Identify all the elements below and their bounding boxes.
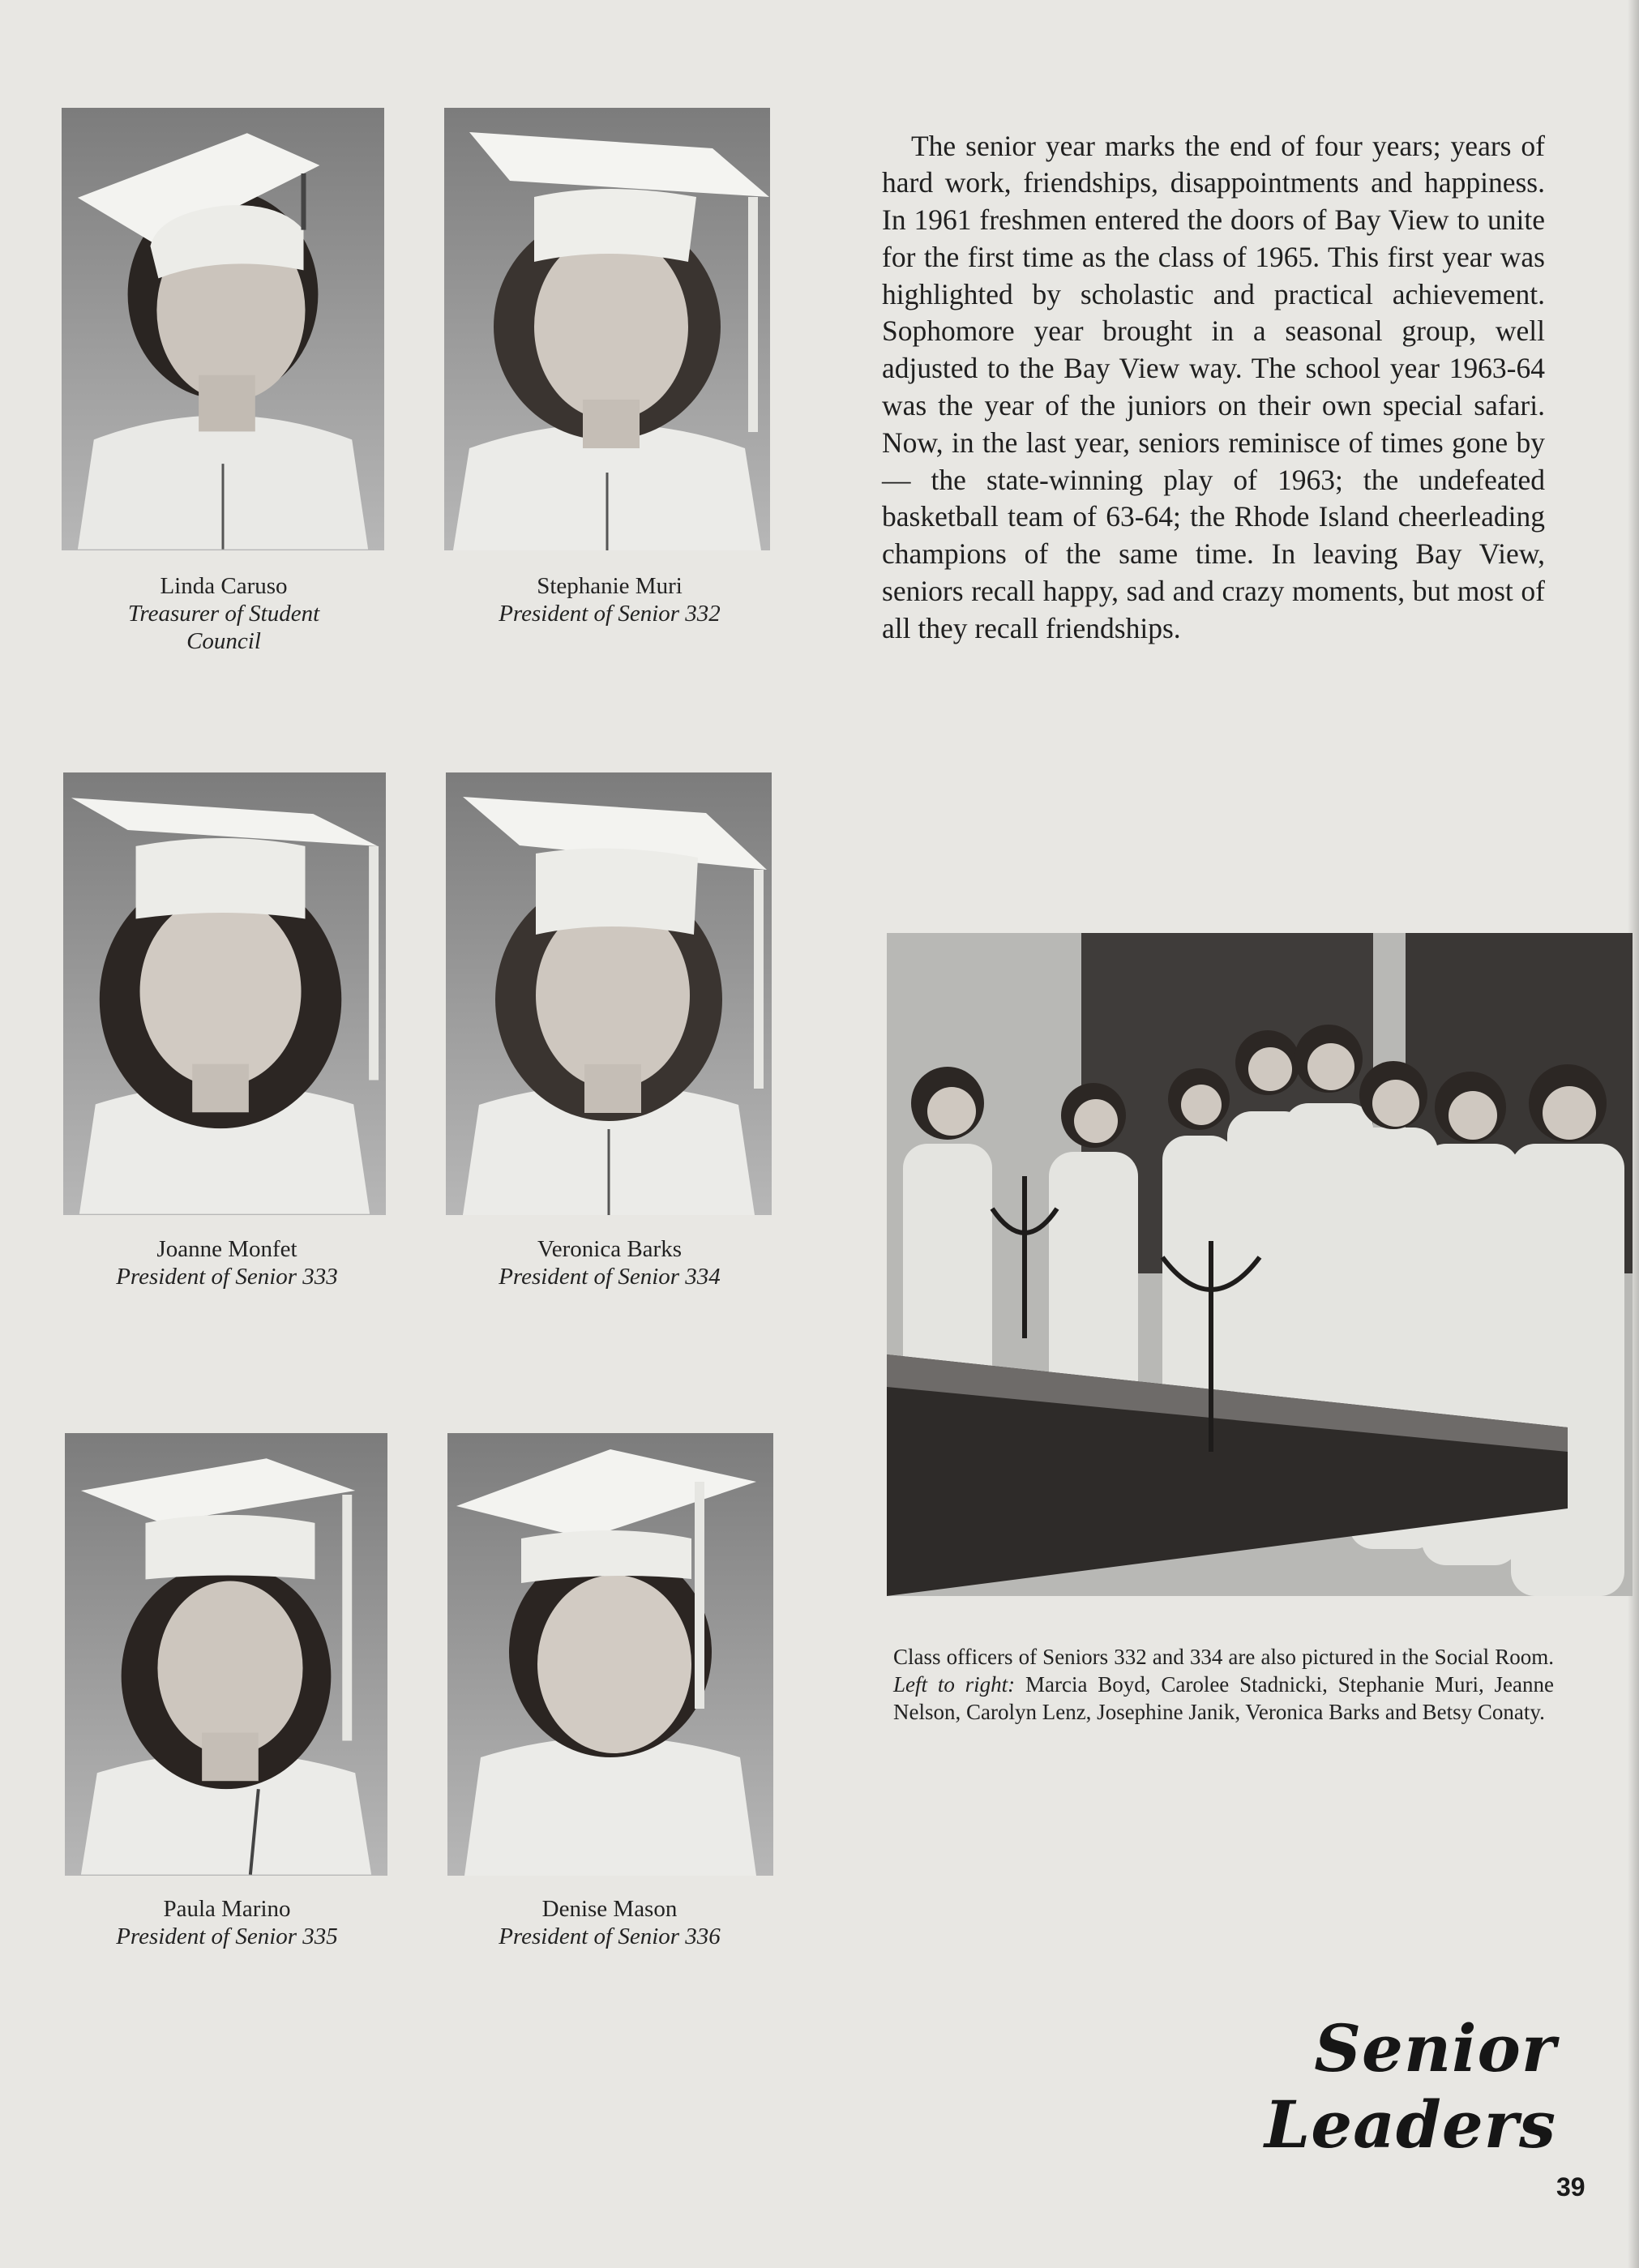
portrait-caption: [57, 1895, 397, 1950]
graduate-portrait-image: [63, 772, 386, 1215]
student-role: President of Senior 335: [116, 1924, 338, 1949]
group-photo-caption: [893, 1643, 1554, 1726]
portrait-photo: [65, 1433, 387, 1876]
student-role: President of Senior 332: [499, 601, 721, 627]
student-name: Veronica Barks: [537, 1236, 682, 1262]
portrait-caption: [439, 1895, 780, 1950]
student-role: President of Senior 333: [116, 1264, 338, 1290]
graduate-portrait-image: [65, 1433, 387, 1876]
section-title: Senior Leaders: [1264, 2010, 1556, 2163]
student-name: Linda Caruso: [160, 573, 288, 599]
student-role: President of Senior 336: [499, 1924, 721, 1949]
graduate-portrait-image: [446, 772, 772, 1215]
graduate-portrait-image: [444, 108, 770, 550]
portrait-photo: [444, 108, 770, 550]
group-photo: [887, 933, 1633, 1596]
student-name: Stephanie Muri: [537, 573, 683, 599]
portrait-photo: [63, 772, 386, 1215]
graduate-portrait-image: [62, 108, 384, 550]
intro-paragraph: The senior year marks the end of four years; years of hard work, friendships, disappointments and happiness. In 1961 freshmen entered the doors of Bay View to unite for the first time as the class of 1965. This first year was highlighted by scholastic and practical achievement. Sophomore year brought in a seasonal group, well adjusted to the Bay View way. The school year 1963-64 was the year of the juniors on their own special safari. Now, in the last year, seniors reminisce of times gone by — the state-winning play of 1963; the undefeated basketball team of 63-64; the Rhode Island cheerleading champions of the same time. In leaving Bay View, seniors recall happy, sad and crazy moments, but most of all they recall friendships.: [882, 129, 1545, 644]
student-name: Denise Mason: [541, 1896, 678, 1922]
caption-lead: Left to right:: [893, 1672, 1016, 1697]
portrait-caption: [57, 1235, 397, 1290]
class-officers-group-image: [887, 933, 1633, 1596]
student-role: President of Senior 334: [499, 1264, 721, 1290]
portrait-photo: [62, 108, 384, 550]
portrait-caption: [439, 572, 780, 627]
caption-names: Marcia Boyd, Carolee Stadnicki, Stephanie Muri, Jeanne Nelson, Carolyn Lenz, Josephine Janik, Veronica Barks and Betsy Conaty.: [893, 1672, 1554, 1724]
page-number: 39: [1556, 2172, 1586, 2202]
student-name: Paula Marino: [163, 1896, 291, 1922]
portrait-caption: [53, 572, 394, 655]
student-name: Joanne Monfet: [156, 1236, 297, 1262]
student-role: Treasurer of Student Council: [127, 601, 320, 654]
portrait-photo: [447, 1433, 773, 1876]
graduate-portrait-image: [447, 1433, 773, 1876]
portrait-photo: [446, 772, 772, 1215]
portrait-caption: [439, 1235, 780, 1290]
caption-intro: Class officers of Seniors 332 and 334 are also pictured in the Social Room.: [893, 1645, 1554, 1669]
